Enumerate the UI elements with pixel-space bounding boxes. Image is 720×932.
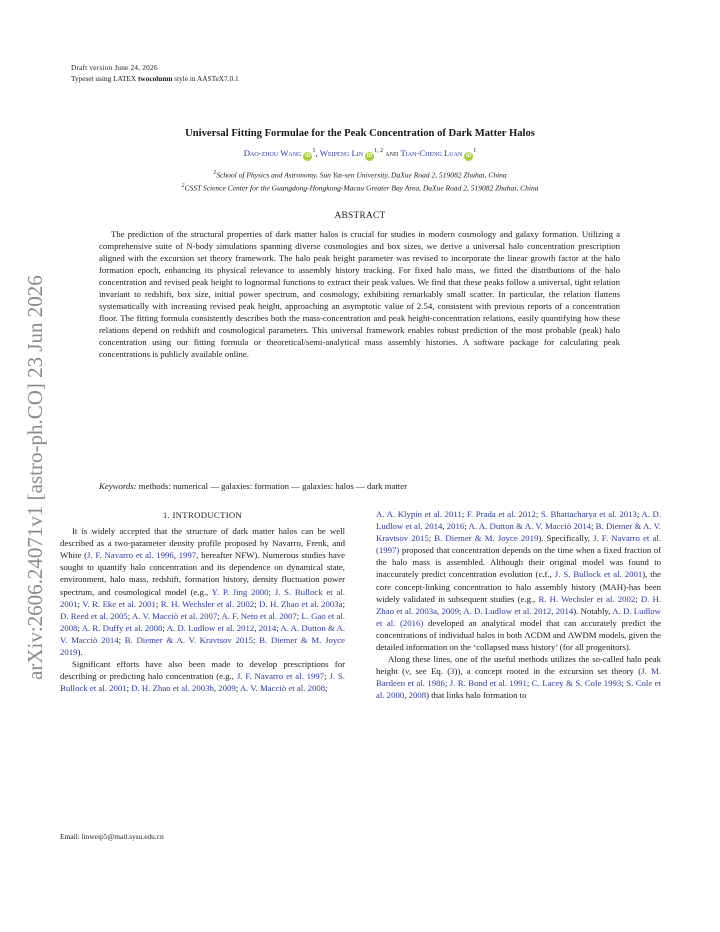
citation-link[interactable]: Y. P. Jing 2000 xyxy=(211,586,269,597)
citation-link[interactable]: A. A. Dutton & A. V. Macciò 2014 xyxy=(468,521,591,532)
body-text: , xyxy=(254,622,259,633)
left-column xyxy=(60,509,345,694)
keywords-line xyxy=(99,481,620,491)
citation-link[interactable]: 2014 xyxy=(555,605,574,616)
body-text: ; xyxy=(235,683,240,694)
body-text: ; xyxy=(590,521,596,532)
body-text: ; xyxy=(459,605,464,616)
citation-link[interactable]: 2008 xyxy=(408,690,427,701)
citation-link[interactable]: F. Prada et al. 2012 xyxy=(466,509,536,519)
citation-link[interactable]: J. M. Bardeen et al. 1986 xyxy=(376,666,661,689)
body-text: ; xyxy=(252,634,260,645)
body-text: ; xyxy=(535,509,541,519)
citation-link[interactable]: J. F. Navarro et al. 1996 xyxy=(87,550,174,561)
affiliation xyxy=(80,170,640,180)
citation-link[interactable]: R. H. Wechsler et al. 2002 xyxy=(160,598,255,609)
body-text: ; xyxy=(126,683,132,694)
author-and: and xyxy=(385,148,399,158)
citation-link[interactable]: S. Bhattacharya et al. 2013 xyxy=(540,509,637,519)
citation-link[interactable]: J. F. Navarro et al. (1997) xyxy=(376,533,661,556)
citation-link[interactable]: 2014 xyxy=(258,622,277,633)
paper-title: Universal Fitting Formulae for the Peak Concentration of Dark Matter Halos xyxy=(185,128,535,139)
author-list: Dao-zhou Wang $iD^1$, Weipeng Lin iD$^{1, 2}$ and Tian-Cheng Luan $iD^1$ xyxy=(243,148,477,159)
body-text: ). xyxy=(77,647,83,658)
body-text: ; xyxy=(464,521,469,532)
body-text: ; xyxy=(254,598,260,609)
citation-link[interactable]: B. Diemer & A. V. Kravtsov 2015 xyxy=(124,634,253,645)
citation-link[interactable]: J. F. Navarro et al. 1997 xyxy=(236,671,325,682)
abstract-body: The prediction of the structural properties of dark matter halos is crucial for studies in modern cosmology and galaxy formation. Utilizing a comprehensive suite of N-body simulations spanning diverse cosmologies and box sizes, we derive a universal halo concentration prescription aligned with the excursion set theory framework. The halo peak height parameter was revised to incorporate the linear growth factor at the halo formation epoch, enhancing its physical relevance to assembly history tracking. For fixed halo mass, we fitted the distributions of the halo concentration and revised peak height to lognormal functions to extract their peak values. We find that these peaks follow a universal, tight relation invariant to redshift, box size, initial power spectrum, and cosmology, exhibiting remarkably small scatter. In particular, the relation flattens systematically with increasing revised peak height, approaching an asymptotic value of 2.54, consistent with previous reports of a concentration floor. The fitting formula consistently describes both the mass-concentration and peak height-concentration relations, easily quantifying how these relations depend on redshift and cosmological parameters. This universal framework enables robust prediction of the most probable (peak) halo concentration using our fitting formula or theoretical/semi-analytical mass assembly histories. A software package for calculating peak concentrations is publicly available online. xyxy=(99,229,620,359)
paragraph xyxy=(60,658,345,694)
body-text: ; xyxy=(444,678,450,689)
citation-link[interactable]: D. H. Zhao et al. 2003a xyxy=(376,593,662,616)
citation-link[interactable]: A. A. Klypin et al. 2011 xyxy=(376,509,462,519)
body-text: )), a concept rooted in the excursion set theory ( xyxy=(454,666,642,677)
body-text: , xyxy=(173,550,179,561)
typeset-line xyxy=(71,74,239,83)
citation-link[interactable]: 3 xyxy=(450,666,455,677)
body-text: ) that links halo formation to xyxy=(426,690,527,701)
abstract-heading: ABSTRACT xyxy=(334,211,386,221)
citation-link[interactable]: B. Diemer & M. Joyce 2019 xyxy=(60,634,345,658)
body-text: ; xyxy=(296,610,302,621)
typeset-style: twocolumn xyxy=(138,74,173,83)
citation-link[interactable]: J. S. Bullock et al. 2001 xyxy=(60,586,345,609)
body-text: ; xyxy=(162,622,167,633)
body-text: Significant efforts have also been made to develop prescriptions for describing or predicting halo concentration (e.g., xyxy=(60,659,345,682)
body-text: , xyxy=(442,521,447,532)
body-text: ), the core concept-linking concentration to halo assembly history (MAH)-has been widely validated in subsequent studies (e.g., xyxy=(376,569,661,604)
body-text: ; xyxy=(342,598,345,609)
citation-link[interactable]: 1997 xyxy=(178,550,197,561)
citation-link[interactable]: B. Diemer & M. Joyce 2019 xyxy=(434,533,539,544)
citation-link[interactable]: A. F. Neto et al. 2007 xyxy=(221,610,297,621)
citation-link[interactable]: A. D. Ludlow et al. 2014 xyxy=(376,509,662,532)
citation-link[interactable]: 2009 xyxy=(441,605,460,616)
body-text: , xyxy=(213,683,219,694)
body-text: ; xyxy=(325,683,328,694)
orcid-icon[interactable]: iD xyxy=(305,153,311,159)
author-affil-sup: 1 xyxy=(473,148,477,155)
citation-link[interactable]: D. H. Zhao et al. 2003b xyxy=(131,683,214,694)
body-text: ; xyxy=(77,622,82,633)
citation-link[interactable]: A. D. Ludlow et al. 2012 xyxy=(463,605,552,616)
paragraph xyxy=(376,653,661,701)
author-affil-sup: 1 xyxy=(312,148,316,155)
paragraph xyxy=(376,508,661,653)
citation-link[interactable]: A. D. Ludlow et al. (2016) xyxy=(376,605,662,628)
author-link[interactable]: Weipeng Lin xyxy=(319,148,364,158)
draft-version: Draft version June 24, 2026 xyxy=(71,63,158,72)
citation-link[interactable]: S. Cole et al. 2000 xyxy=(376,678,662,701)
citation-link[interactable]: A. V. Macciò et al. 2007 xyxy=(131,610,218,621)
body-text: ). Specifically, xyxy=(538,533,594,544)
author-affil-sup: 1, 2 xyxy=(374,148,384,155)
citation-link[interactable]: D. Reed et al. 2005 xyxy=(60,610,128,621)
keywords-label: Keywords: xyxy=(99,481,137,491)
citation-link[interactable]: D. H. Zhao et al. 2003a xyxy=(259,598,343,609)
citation-link[interactable]: 2009 xyxy=(218,683,236,694)
typeset-post: style in AASTeX7.0.1 xyxy=(172,74,239,83)
citation-link[interactable]: B. Diemer & A. V. Kravtsov 2015 xyxy=(376,521,662,544)
body-text: ; xyxy=(268,586,275,597)
body-text: ; xyxy=(636,509,642,519)
body-text: ; xyxy=(428,533,435,544)
body-text: Along these lines, one of the useful methods utilizes the so-called halo peak height (ν, see Eq. ( xyxy=(376,654,661,677)
citation-link[interactable]: J. R. Bond et al. 1991 xyxy=(449,678,527,689)
citation-link[interactable]: R. H. Wechsler et al. 2002 xyxy=(538,593,636,604)
body-text: , xyxy=(404,690,409,701)
citation-link[interactable]: J. S. Bullock et al. 2001 xyxy=(554,569,643,580)
body-text: ; xyxy=(77,598,83,609)
right-column xyxy=(376,508,661,702)
body-text: , hereafter NFW). Numerous studies have sought to quantify halo concentration and its dependence on dynamical state, environment, halo mass, redshift, formation history, density fluctuation power spectrum, and cosmological model (e.g., xyxy=(60,550,345,597)
paragraph xyxy=(60,525,345,658)
body-text: ; xyxy=(526,678,532,689)
affiliation-number: 2 xyxy=(181,183,185,189)
body-text: It is widely accepted that the structure of dark matter halos can be well described as a two-parameter density profile proposed by Navarro, Frenk, and White ( xyxy=(60,526,345,561)
typeset-pre: Typeset using xyxy=(71,74,114,83)
body-text: ; xyxy=(217,610,222,621)
affiliation-number: 1 xyxy=(213,170,217,176)
body-text: ; xyxy=(127,610,132,621)
citation-link[interactable]: A. V. Macciò et al. 2008 xyxy=(239,683,326,694)
keywords-text: methods: numerical — galaxies: formation — galaxies: halos — dark matter xyxy=(136,481,408,491)
orcid-icon[interactable]: iD xyxy=(466,153,472,159)
body-text: ; xyxy=(276,622,281,633)
body-text: , xyxy=(437,605,442,616)
body-text: ; xyxy=(324,671,330,682)
body-text: ; xyxy=(118,634,125,645)
body-text: proposed that concentration depends on the time when a fixed fraction of the halo mass is assembled. Although their original model was found to inaccurately predict concentration evolution (c.f., xyxy=(376,545,661,580)
body-text: , xyxy=(551,605,556,616)
citation-link[interactable]: A. D. Ludlow et al. 2012 xyxy=(166,622,255,633)
latex-logo: LATEX xyxy=(113,74,137,83)
citation-link[interactable]: A. A. Dutton & A. V. Macciò 2014 xyxy=(60,622,346,645)
citation-link[interactable]: L. Gao et al. 2008 xyxy=(60,610,345,633)
corresponding-email: Email: linweip5@mail.sysu.edu.cn xyxy=(60,832,164,841)
author-link[interactable]: Tian-Cheng Luan xyxy=(400,148,463,158)
body-text: ; xyxy=(461,509,467,519)
body-text: ; xyxy=(155,598,161,609)
body-text: developed an analytical model that can accurately predict the concentrations of individual halos in both ΛCDM and ΛWDM models, given the detailed information on the ‘collapsed mass history’ (for all progenitors). xyxy=(376,617,661,653)
citation-link[interactable]: A. R. Duffy et al. 2008 xyxy=(81,622,163,633)
citation-link[interactable]: 2016 xyxy=(446,521,465,532)
citation-link[interactable]: C. Lacey & S. Cole 1993 xyxy=(531,678,622,689)
arxiv-identifier-stamp[interactable]: arXiv:2606.24071v1 [astro-ph.CO] 23 Jun 2026 xyxy=(23,275,47,680)
body-text: ; xyxy=(621,678,627,689)
section-heading: 1. INTRODUCTION xyxy=(162,510,243,520)
affiliation-text: CSST Science Center for the Guangdong-Hongkong-Macau Greater Bay Area, DaXue Road 2, 519082 Zhuhai, China xyxy=(184,183,539,193)
citation-link[interactable]: V. R. Eke et al. 2001 xyxy=(82,598,156,609)
citation-link[interactable]: J. S. Bullock et al. 2001 xyxy=(60,671,345,694)
orcid-icon[interactable]: iD xyxy=(366,153,373,159)
body-text: ). Notably, xyxy=(573,605,613,616)
body-text: ; xyxy=(635,593,641,604)
author-link[interactable]: Dao-zhou Wang xyxy=(243,148,302,158)
affiliation-text: School of Physics and Astronomy, Sun Yat-sen University, DaXue Road 2, 519082 Zhuhai, China xyxy=(216,170,507,180)
affiliation xyxy=(80,183,640,193)
